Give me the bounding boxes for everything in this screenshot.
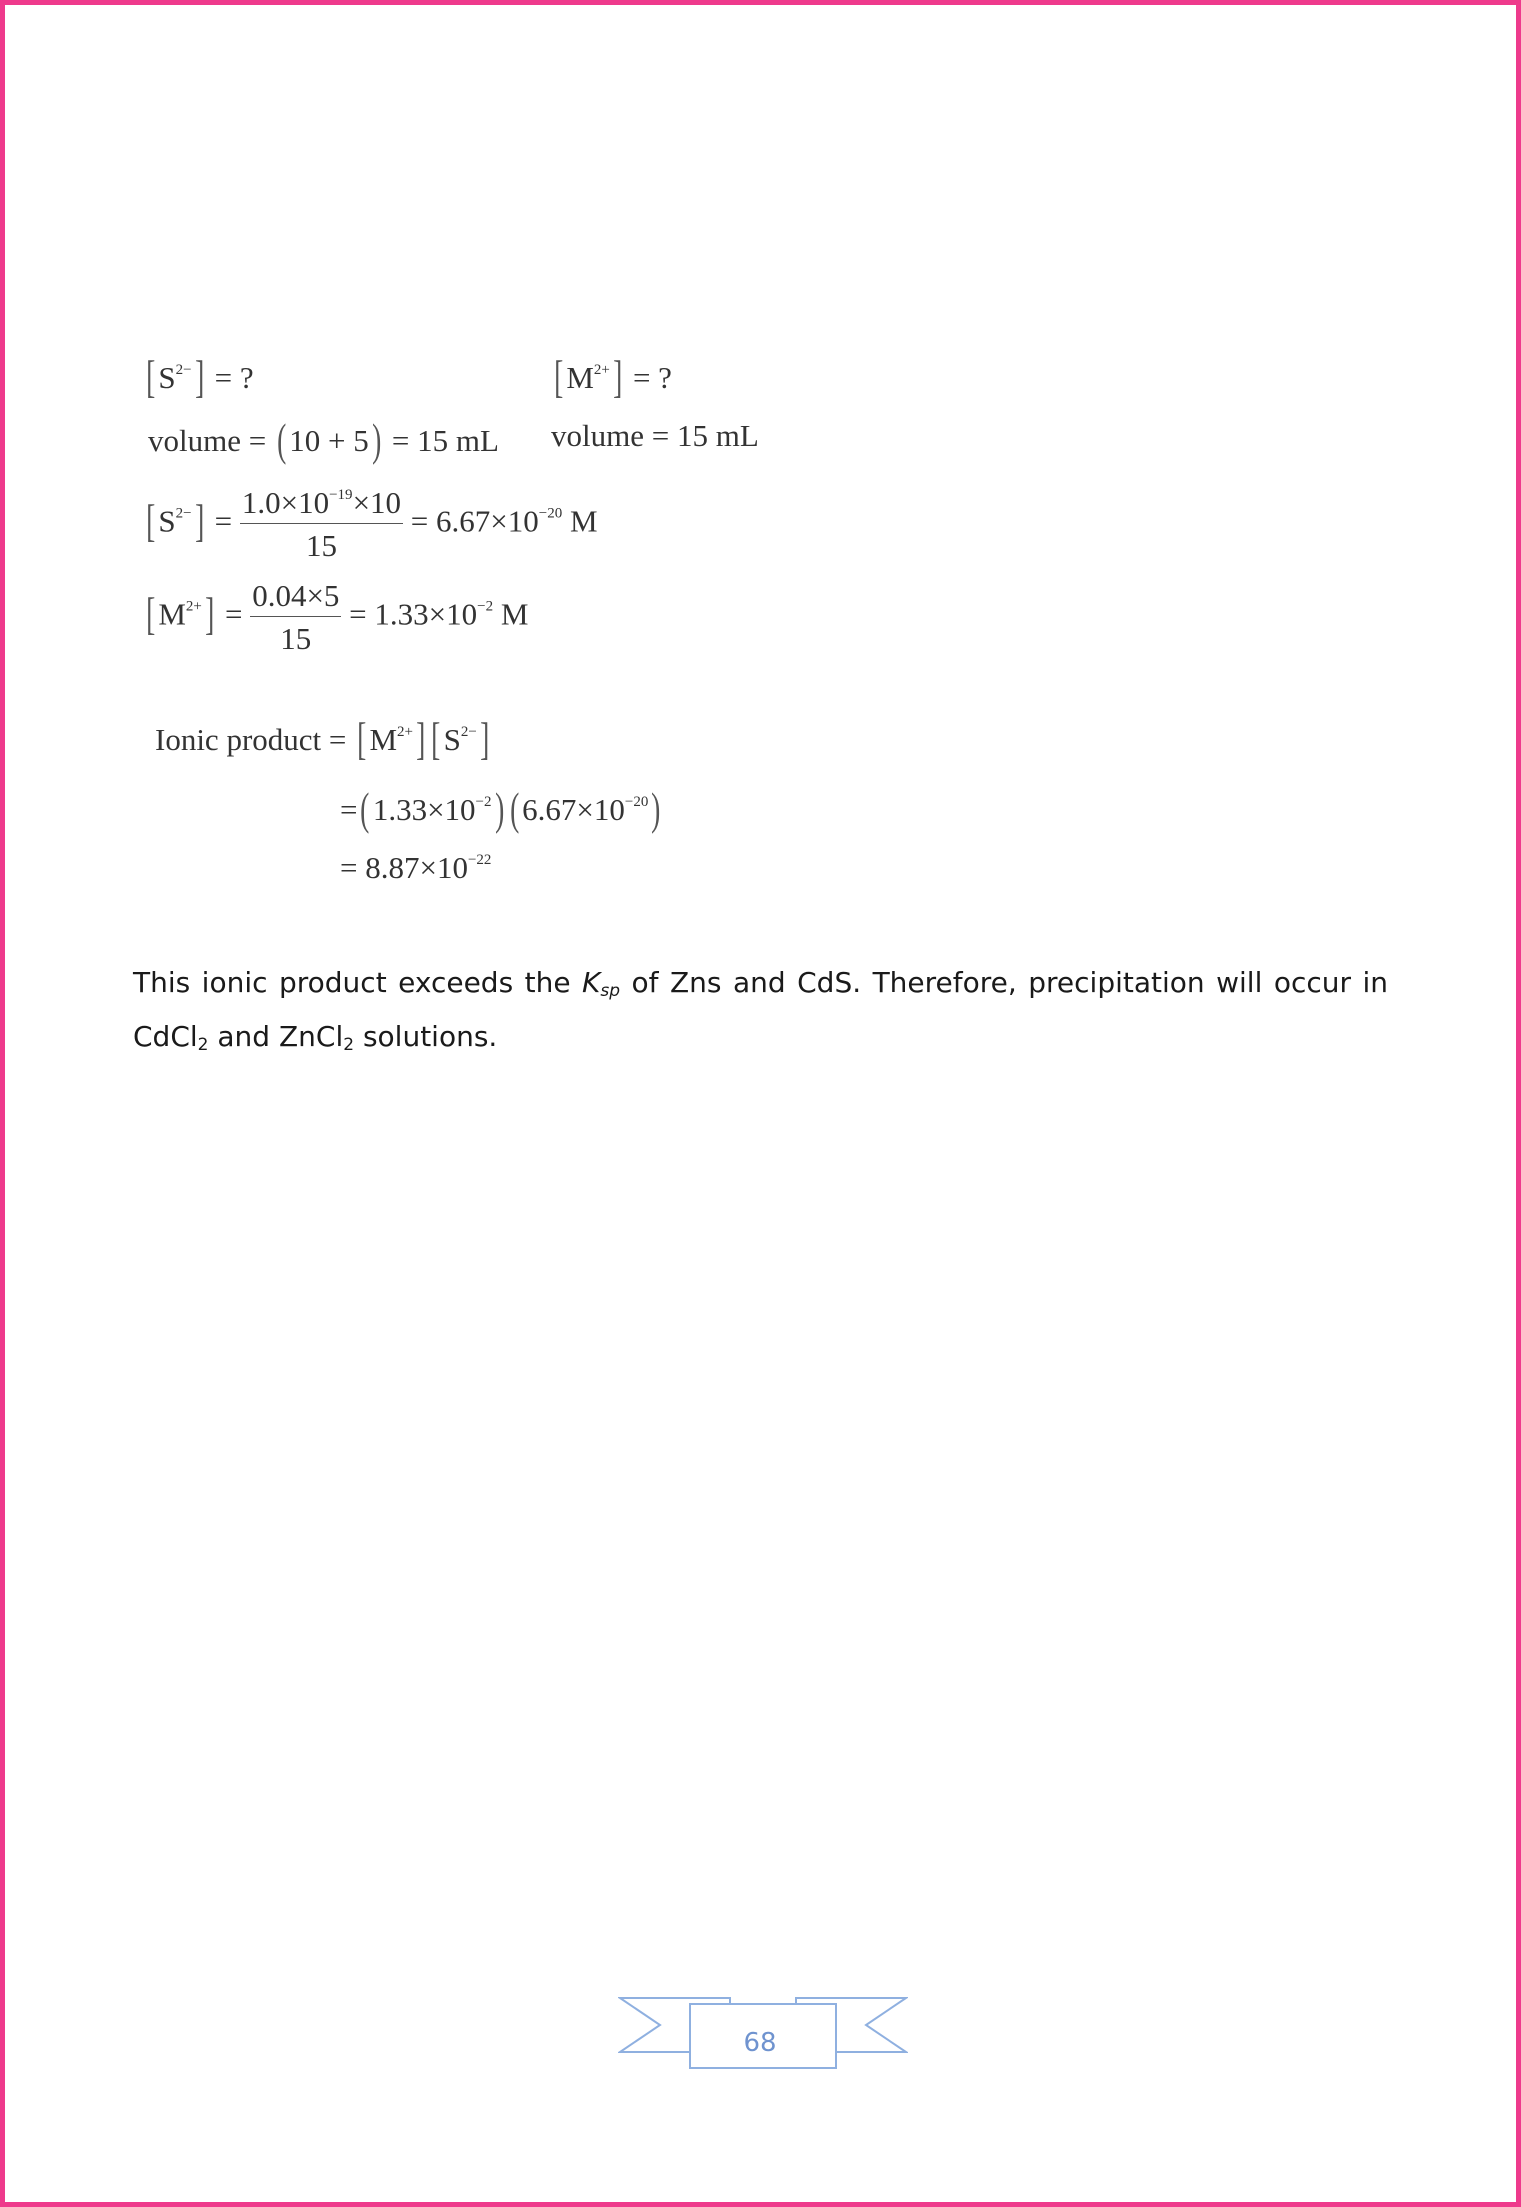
page-number: 68 xyxy=(743,2028,777,2058)
conclusion-paragraph: This ionic product exceeds the $K_{sp}$ of Zns and CdS. Therefore, precipitation will occur in CdCl$_2$ and ZnCl$_2$ solutions. xyxy=(133,966,1388,1055)
ionic-product-substitution: $=(1.33\times 10^{-2})$ $(6.67\times 10^{-20})$ xyxy=(340,783,661,834)
ionic-product-equation: Ionic product = $[M^{2+}]$ $[S^{2-}]$ xyxy=(155,713,490,764)
ionic-product-result: = $8.87\times 10^{-22}$ xyxy=(340,850,492,885)
m2-fraction: $\frac{0.04\times 5}{15}$ xyxy=(252,578,340,656)
s2-fraction: $\frac{1.0\times 10^{-19}\times 10}{15}$ xyxy=(241,485,402,563)
m2-concentration-equation: $[M^{2+}]$ = $\frac{0.04\times 5}{15}$ = $1.33\times 10^{-2}$ M xyxy=(146,578,529,656)
volume-right-equation: volume = 15 mL xyxy=(551,418,759,453)
s2-concentration-equation: $[S^{2-}]$ = $\frac{1.0\times 10^{-19}\times 10}{15}$ = $6.67\times 10^{-20}$ M xyxy=(146,485,598,563)
s2-unknown-equation: $[S^{2-}]$ = ? xyxy=(146,351,254,402)
volume-left-equation: volume = (10 + 5) = 15 mL xyxy=(148,414,499,465)
m2-unknown-equation: $[M^{2+}]$ = ? xyxy=(554,351,672,402)
